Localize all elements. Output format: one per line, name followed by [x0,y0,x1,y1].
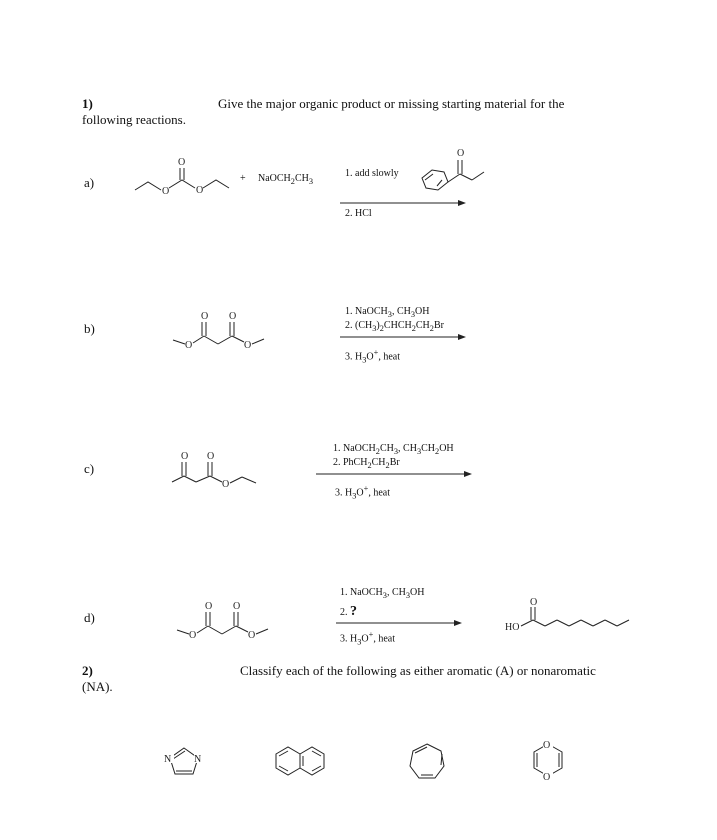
ester-oxygen-left: O [162,186,170,197]
reaction-b-condition-1: 1. NaOCH$_3$, $CH_3OH$ [345,306,430,319]
ethyl-acetoacetate-structure [164,446,284,496]
reaction-d-label: d) [84,610,95,625]
reaction-a-condition-1: 1. add slowly [345,168,399,179]
svg-text:N: N [164,754,172,765]
reaction-c-label: c) [84,461,95,476]
reaction-b-label: b) [84,321,95,336]
svg-text:O: O [543,772,551,783]
svg-text:O: O [178,157,186,168]
reaction-b-condition-3: 3. $H_3O^+$, heat [345,348,400,365]
propiophenone-structure [412,140,512,200]
question-1-text-line1: Give the major organic product or missing starting material for the [218,96,565,111]
svg-text:O: O [248,630,256,641]
question-1-number: 1) [82,96,93,111]
reaction-d-condition-3: 3. $H_3O^+$, heat [340,630,395,647]
svg-text:O: O [233,601,241,612]
dimethyl-malonate-structure-d [172,596,282,646]
reaction-c-arrow [316,469,476,479]
reaction-a-condition-2: 2. HCl [345,208,372,219]
carboxylic-acid-product-structure [505,596,645,641]
reaction-c-condition-2: 2. $PhCH_2CH_2Br$ [333,457,400,470]
missing-reagent-question-mark: ? [350,604,357,619]
imidazole-structure [160,740,210,785]
dioxin-structure [526,738,571,786]
product-ho-label: HO [505,622,520,633]
reagent-sodium-ethoxide: $NaOCH_2CH_3$ [258,173,314,186]
question-2-text-line1: Classify each of the following as either aromatic (A) or nonaromatic [240,663,596,678]
reaction-a-label: a) [84,175,95,190]
svg-text:O: O [196,185,204,196]
naphthalene-structure [268,742,338,782]
reaction-d-arrow [336,618,466,628]
svg-text:O: O [185,340,193,351]
cycloheptatriene-structure [405,740,450,785]
reaction-a-arrow [340,198,470,208]
svg-text:O: O [543,740,551,751]
question-2-number: 2) [82,663,93,678]
svg-text:O: O [207,451,215,462]
reaction-b-arrow [340,332,470,342]
diethyl-carbonate-structure [130,150,240,210]
svg-text:O: O [222,479,230,490]
reaction-c-condition-1: 1. $NaOCH_2CH_3$, $CH_3CH_2OH$ [333,443,454,456]
svg-text:O: O [244,340,252,351]
svg-text:O: O [201,311,209,322]
svg-text:O: O [189,630,197,641]
svg-text:N: N [194,754,202,765]
plus-sign: + [240,173,246,184]
reaction-d-condition-1: 1. NaOCH$_3$, $CH_3OH$ [340,587,425,600]
svg-text:O: O [229,311,237,322]
reaction-d-condition-2: 2. ? [340,604,357,619]
question-2-text-line2: (NA). [82,679,113,694]
dimethyl-malonate-structure [168,306,278,356]
reaction-b-condition-2: 2. $(CH_3)_2CHCH_2CH_2Br$ [345,320,444,333]
reaction-c-condition-3: 3. $H_3O^+$, heat [335,484,390,501]
svg-text:O: O [181,451,189,462]
question-1-text-line2: following reactions. [82,112,186,127]
svg-text:O: O [457,148,465,159]
svg-text:O: O [205,601,213,612]
svg-text:O: O [530,597,538,608]
